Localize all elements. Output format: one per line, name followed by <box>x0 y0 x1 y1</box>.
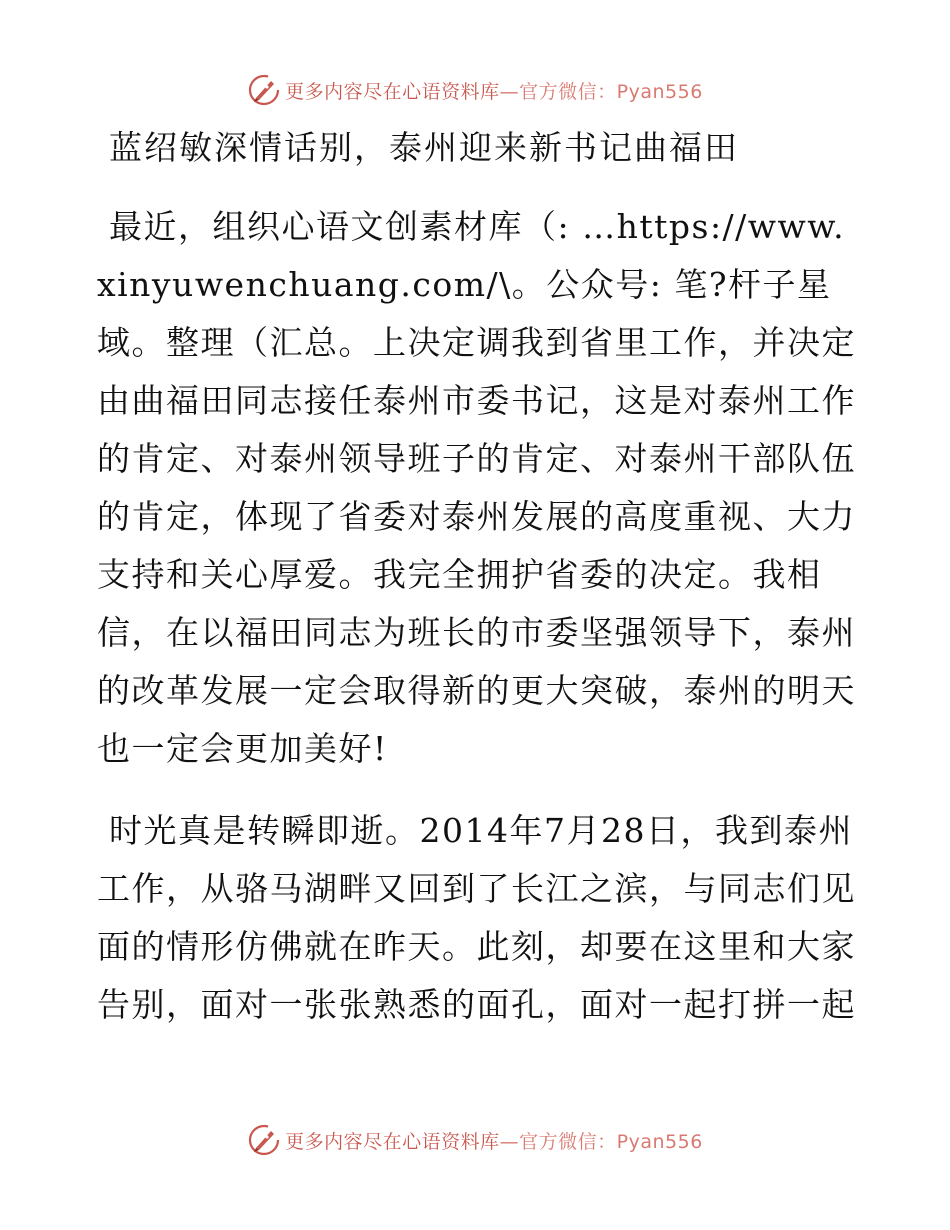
footer-banner-text: 更多内容尽在心语资料库—官方微信：Pyan556 <box>285 1130 703 1153</box>
paragraph-1: 最近，组织心语文创素材库（: …https://www.xinyuwenchuang.com/\。公众号: 笔?杆子星域。整理（汇总。上决定调我到省里工作，并决定由曲福田同志接任泰州市委书记，这是对泰州工作的肯定、对泰州领导班子的肯定、对泰州干部队伍的肯定，体现了省委对泰州发展的高度重视、大力支持和关心厚爱。我完全拥护省委的决定。我相信，在以福田同志为班长的市委坚强领导下，泰州的改革发展一定会取得新的更大突破，泰州的明天也一定会更加美好! <box>97 207 856 768</box>
paragraph-2: 时光真是转瞬即逝。2014年7月28日，我到泰州工作，从骆马湖畔又回到了长江之滨，与同志们见面的情形仿佛就在昨天。此刻，却要在这里和大家告别，面对一张张熟悉的面孔，面对一起打拼一起 <box>97 811 856 1024</box>
footer-watermark-banner <box>0 1120 950 1160</box>
quill-pen-logo-icon <box>247 73 281 107</box>
header-watermark-banner <box>0 70 950 110</box>
document-body <box>97 126 857 1058</box>
document-title: 蓝绍敏深情话别，泰州迎来新书记曲福田 <box>109 128 739 167</box>
quill-pen-logo-icon <box>247 1123 281 1157</box>
header-banner-text: 更多内容尽在心语资料库—官方微信：Pyan556 <box>285 80 703 103</box>
